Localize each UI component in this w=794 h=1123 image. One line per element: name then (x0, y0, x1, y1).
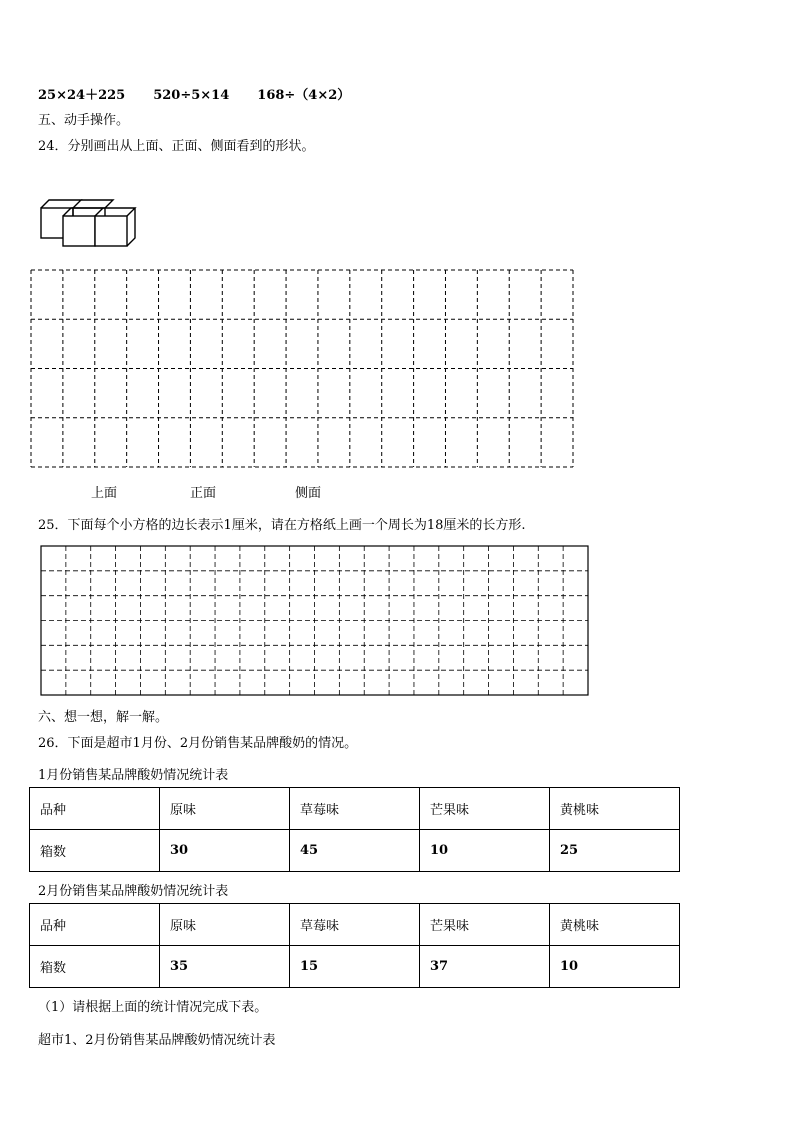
table-row (30, 946, 680, 988)
table-cell: 15 (290, 946, 420, 988)
table-header-cell: 黄桃味 (550, 788, 680, 830)
calculation-line (38, 84, 378, 103)
table-3-caption: 超市1、2月份销售某品牌酸奶情况统计表 (38, 1033, 276, 1048)
table-header-cell: 黄桃味 (550, 904, 680, 946)
cube-figure (38, 196, 144, 248)
table-row (30, 904, 680, 946)
calc-expression: 168÷（4×2） (257, 88, 351, 103)
table-cell: 30 (160, 830, 290, 872)
table-cell: 10 (550, 946, 680, 988)
calc-expression: 25×24＋225 (38, 88, 126, 103)
sales-table-february (29, 903, 680, 988)
table-cell: 10 (420, 830, 550, 872)
question-25: 25．下面每个小方格的边长表示1厘米，请在方格纸上画一个周长为18厘米的长方形. (38, 518, 526, 533)
table-header-cell: 草莓味 (290, 904, 420, 946)
table-header-cell: 芒果味 (420, 788, 550, 830)
table-header-cell: 草莓味 (290, 788, 420, 830)
question-26-part-1: （1）请根据上面的统计情况完成下表。 (38, 1000, 268, 1015)
table-header-cell: 品种 (30, 904, 160, 946)
calc-expression: 520÷5×14 (153, 88, 230, 103)
section-5-heading: 五、动手操作。 (38, 113, 130, 128)
square-grid-paper (40, 545, 590, 697)
question-26: 26．下面是超市1月份、2月份销售某品牌酸奶的情况。 (38, 736, 358, 751)
table-row (30, 788, 680, 830)
table-row-label: 箱数 (30, 946, 160, 988)
table-cell: 45 (290, 830, 420, 872)
view-label-side: 侧面 (295, 486, 322, 501)
table-header-cell: 芒果味 (420, 904, 550, 946)
table-header-cell: 品种 (30, 788, 160, 830)
table-header-cell: 原味 (160, 788, 290, 830)
table-cell: 37 (420, 946, 550, 988)
drawing-grid (30, 269, 574, 469)
table-header-cell: 原味 (160, 904, 290, 946)
table-cell: 25 (550, 830, 680, 872)
sales-table-january (29, 787, 680, 872)
question-24: 24．分别画出从上面、正面、侧面看到的形状。 (38, 139, 315, 154)
table-row (30, 830, 680, 872)
view-label-top: 上面 (91, 486, 118, 501)
table-cell: 35 (160, 946, 290, 988)
table-row-label: 箱数 (30, 830, 160, 872)
table-2-caption: 2月份销售某品牌酸奶情况统计表 (38, 884, 229, 899)
table-1-caption: 1月份销售某品牌酸奶情况统计表 (38, 768, 229, 783)
section-6-heading: 六、想一想，解一解。 (38, 710, 169, 725)
view-label-front: 正面 (190, 486, 217, 501)
